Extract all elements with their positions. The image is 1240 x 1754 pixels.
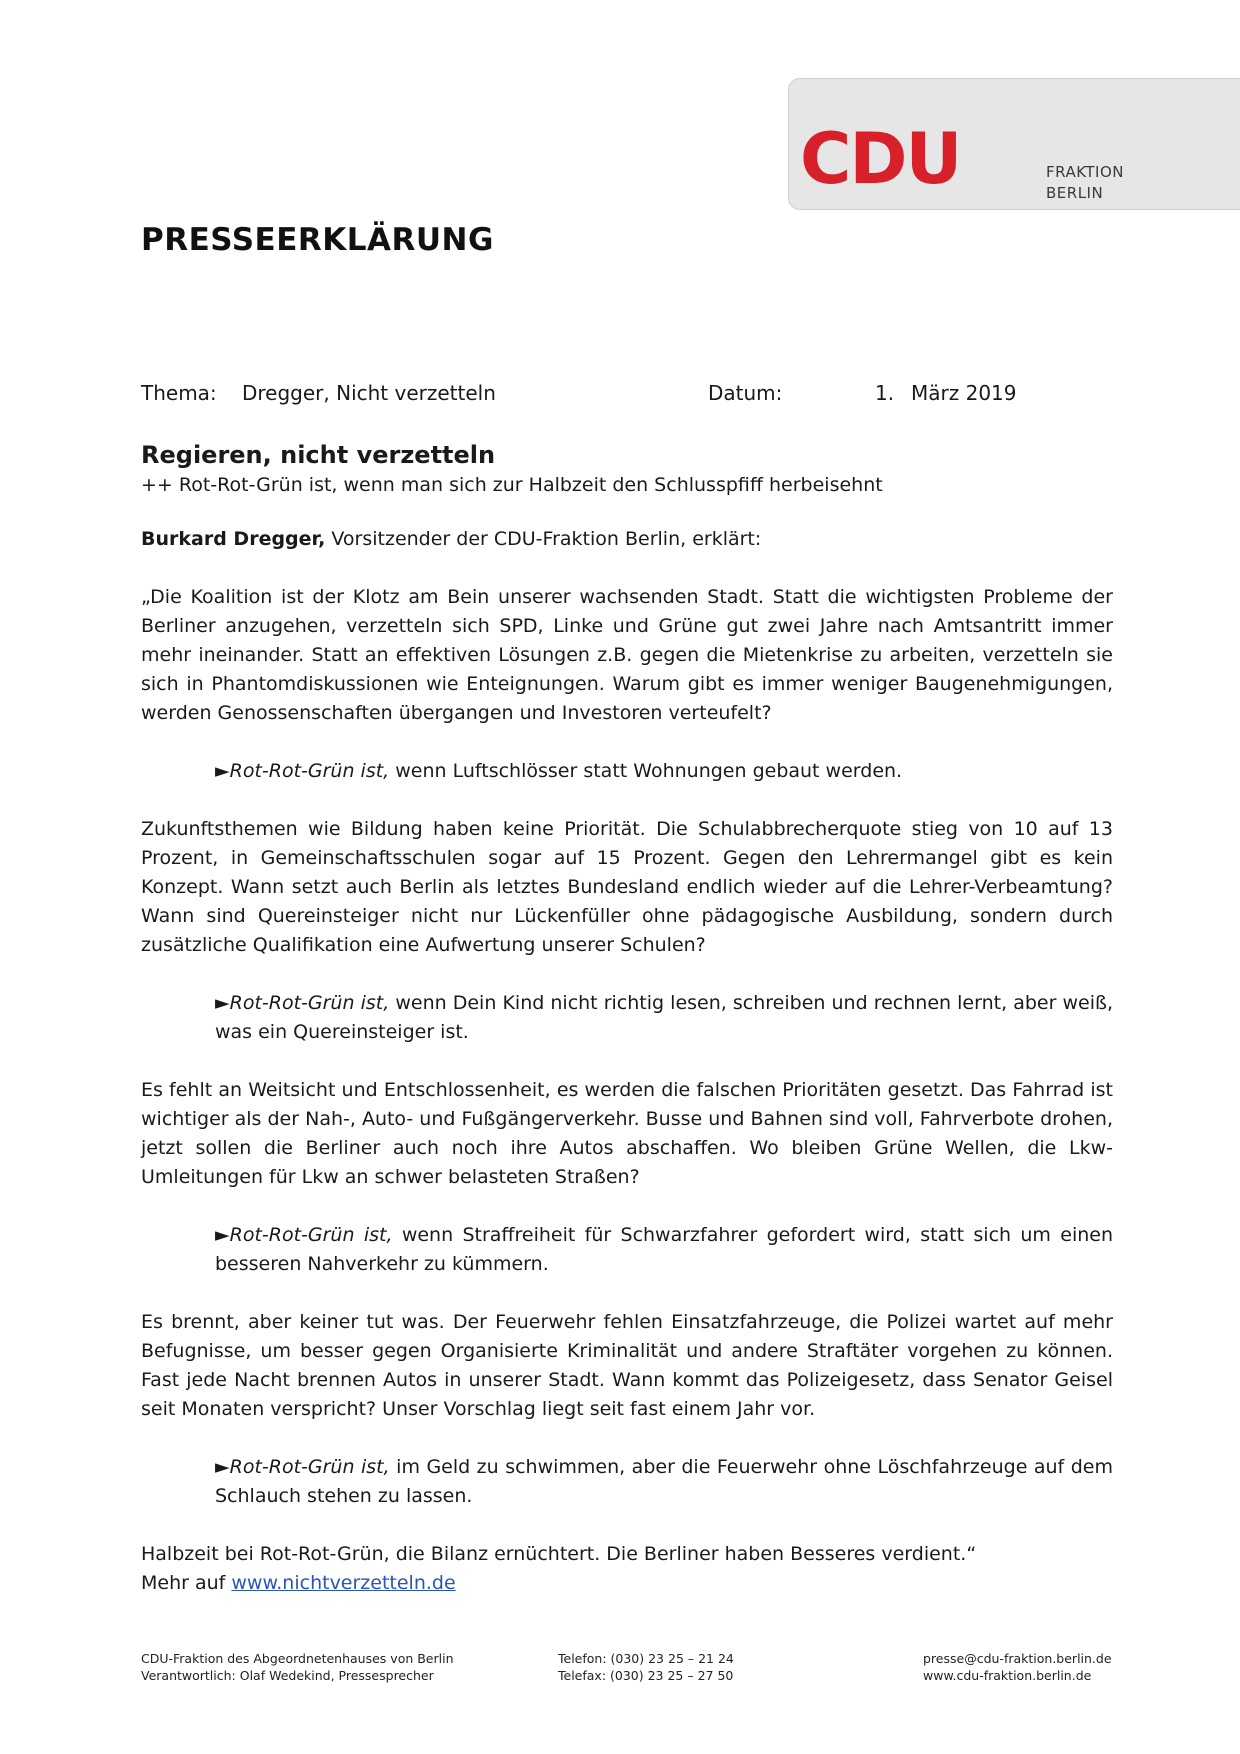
triangle-marker-icon: ►: [215, 760, 230, 782]
website-link[interactable]: www.nichtverzetteln.de: [231, 1572, 456, 1594]
logo-line-berlin: BERLIN: [1046, 184, 1104, 202]
triangle-marker-icon: ►: [215, 1456, 230, 1478]
thema-value: Dregger, Nicht verzetteln: [242, 381, 496, 405]
more-info: [141, 1569, 1113, 1598]
closing-paragraph: Halbzeit bei Rot-Rot-Grün, die Bilanz ernüchtert. Die Berliner haben Besseres verdient.“: [141, 1543, 977, 1565]
callout-1: [141, 757, 1113, 786]
speaker-name: Burkard Dregger,: [141, 528, 326, 550]
triangle-marker-icon: ►: [215, 1224, 230, 1246]
footer-contact-online: [923, 1650, 1112, 1684]
paragraph-1: „Die Koalition ist der Klotz am Bein unserer wachsenden Stadt. Statt die wichtigsten Probleme der Berliner anzugehen, verzetteln sich SPD, Linke und Grüne gut zwei Jahre nach Amtsantritt immer mehr ineinander. Statt an effektiven Lösungen z.B. gegen die Mietenkrise zu arbeiten, verzetteln sie sich in Phantomdiskussionen wie Enteignungen. Warum gibt es immer weniger Baugenehmigungen, werden Genossenschaften übergangen und Investoren verteufelt?: [141, 586, 1113, 724]
headline: Regieren, nicht verzetteln: [141, 441, 496, 469]
callout-text: im Geld zu schwimmen, aber die Feuerwehr ohne Löschfahrzeuge auf dem Schlauch stehen zu lassen.: [215, 1456, 1113, 1507]
datum-day: 1.: [875, 381, 895, 405]
paragraph-3: Es fehlt an Weitsicht und Entschlossenheit, es werden die falschen Prioritäten gesetzt. Das Fahrrad ist wichtiger als der Nah-, Auto- und Fußgängerverkehr. Busse und Bahnen sind voll, Fahrverbote drohen, jetzt sollen die Berliner auch noch ihre Autos abschaffen. Wo bleiben Grüne Wellen, die Lkw-Umleitungen für Lkw an schwer belasteten Straßen?: [141, 1079, 1113, 1188]
page-title: PRESSEERKLÄRUNG: [141, 222, 494, 258]
cdu-logo: CDU: [800, 118, 961, 200]
press-release-body: [141, 440, 1113, 1598]
triangle-marker-icon: ►: [215, 992, 230, 1014]
callout-lead: Rot-Rot-Grün ist,: [229, 1456, 390, 1478]
datum-value: März 2019: [911, 381, 1017, 405]
footer-responsible: Verantwortlich: Olaf Wedekind, Pressesprecher: [141, 1668, 434, 1683]
footer-web[interactable]: www.cdu-fraktion.berlin.de: [923, 1668, 1092, 1683]
logo-subtitle: [1046, 162, 1124, 204]
thema-label: Thema:: [141, 381, 217, 405]
footer-phone: Telefon: (030) 23 25 – 21 24: [558, 1651, 734, 1666]
subline: ++ Rot-Rot-Grün ist, wenn man sich zur Halbzeit den Schlusspfiff herbeisehnt: [141, 474, 883, 496]
callout-text: wenn Dein Kind nicht richtig lesen, schreiben und rechnen lernt, aber weiß, was ein Quereinsteiger ist.: [215, 992, 1114, 1043]
footer-contact-phone: [558, 1650, 734, 1684]
footer-org: [141, 1650, 454, 1684]
callout-text: wenn Straffreiheit für Schwarzfahrer gefordert wird, statt sich um einen besseren Nahverkehr zu kümmern.: [215, 1224, 1113, 1275]
callout-lead: Rot-Rot-Grün ist,: [229, 1224, 393, 1246]
paragraph-2: Zukunftsthemen wie Bildung haben keine Priorität. Die Schulabbrecherquote stieg von 10 auf 13 Prozent, in Gemeinschaftsschulen sogar auf 15 Prozent. Gegen den Lehrermangel gibt es kein Konzept. Wann setzt auch Berlin als letztes Bundesland endlich wieder auf die Lehrer-Verbeamtung? Wann sind Quereinsteiger nicht nur Lückenfüller ohne pädagogische Ausbildung, sondern durch zusätzliche Qualifikation eine Aufwertung unserer Schulen?: [141, 818, 1113, 956]
datum-label: Datum:: [708, 381, 783, 405]
speaker-intro: [141, 525, 1113, 554]
callout-text: wenn Luftschlösser statt Wohnungen gebaut werden.: [389, 760, 903, 782]
footer-fax: Telefax: (030) 23 25 – 27 50: [558, 1668, 734, 1683]
callout-lead: Rot-Rot-Grün ist,: [229, 760, 390, 782]
callout-2: [141, 989, 1113, 1047]
logo-line-fraktion: FRAKTION: [1046, 163, 1124, 181]
speaker-role: Vorsitzender der CDU-Fraktion Berlin, erklärt:: [325, 528, 762, 550]
footer-email[interactable]: presse@cdu-fraktion.berlin.de: [923, 1651, 1112, 1666]
callout-lead: Rot-Rot-Grün ist,: [229, 992, 390, 1014]
footer-org-name: CDU-Fraktion des Abgeordnetenhauses von Berlin: [141, 1651, 454, 1666]
paragraph-4: Es brennt, aber keiner tut was. Der Feuerwehr fehlen Einsatzfahrzeuge, die Polizei wartet auf mehr Befugnisse, um besser gegen Organisierte Kriminalität und andere Straftäter vorgehen zu können. Fast jede Nacht brennen Autos in unserer Stadt. Wann kommt das Polizeigesetz, dass Senator Geisel seit Monaten verspricht? Unser Vorschlag liegt seit fast einem Jahr vor.: [141, 1311, 1113, 1420]
callout-4: [141, 1453, 1113, 1511]
callout-3: [141, 1221, 1113, 1279]
more-info-prefix: Mehr auf: [141, 1572, 232, 1594]
